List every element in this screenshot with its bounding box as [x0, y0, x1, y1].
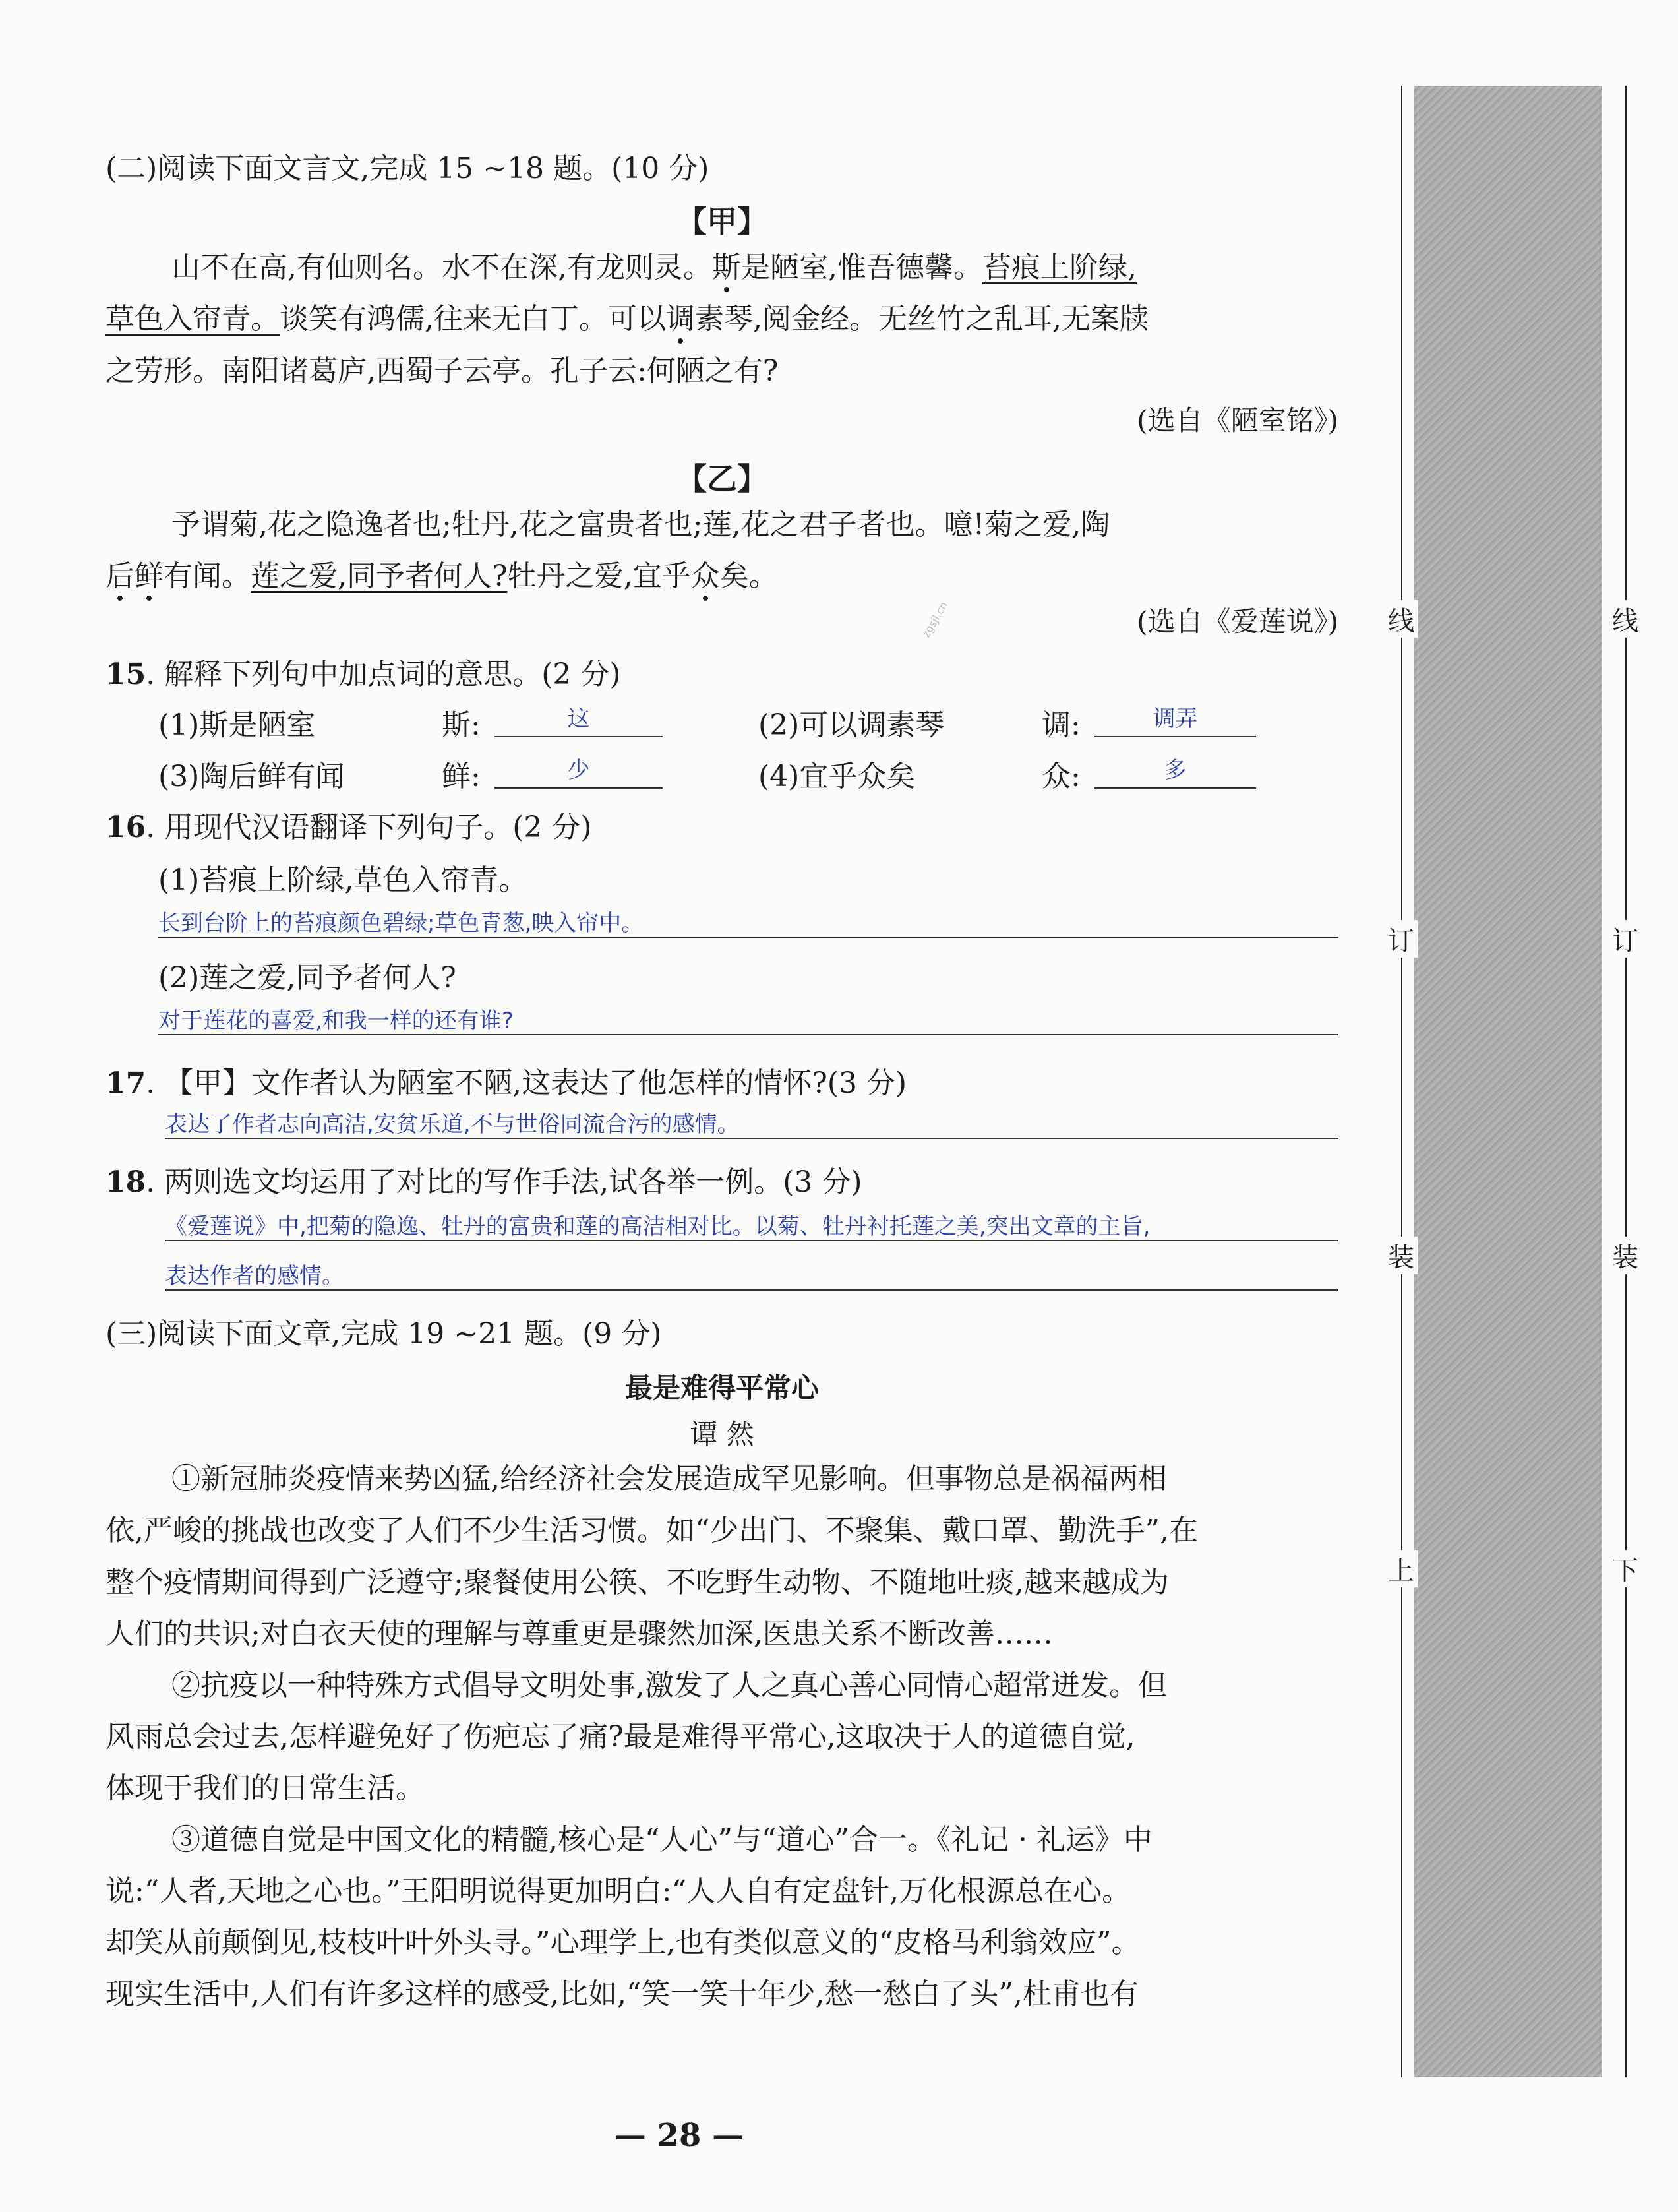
para1-line-4: 人们的共识;对白衣天使的理解与尊重更是骤然加深,医患关系不断改善……: [105, 1617, 1053, 1651]
binding-label-left-1: 线: [1385, 600, 1418, 638]
q16-answer-1: 长到台阶上的苔痕颜色碧绿;草色青葱,映入帘中。: [158, 904, 1338, 938]
para1-line-1: ①新冠肺炎疫情来势凶猛,给经济社会发展造成罕见影响。但事物总是祸福两相: [171, 1462, 1167, 1496]
yi-line-2: 后鲜有闻。莲之爱,同予者何人?牡丹之爱,宜乎众矣。: [105, 559, 778, 593]
q16-item-1: (1)苔痕上阶绿,草色入帘青。: [158, 863, 528, 897]
para3-line-1: ③道德自觉是中国文化的精髓,核心是“人心”与“道心”合一。《礼记 · 礼运》中: [171, 1823, 1153, 1857]
para1-line-3: 整个疫情期间得到广泛遵守;聚餐使用公筷、不吃野生动物、不随地吐痰,越来越成为: [105, 1566, 1169, 1599]
para3-line-4: 现实生活中,人们有许多这样的感受,比如,“笑一笑十年少,愁一愁白了头”,杜甫也有: [105, 1977, 1139, 2011]
binding-label-right-1: 线: [1609, 600, 1642, 638]
binding-label-right-3: 装: [1609, 1237, 1642, 1274]
q15-stem: 15. 解释下列句中加点词的意思。(2 分): [105, 658, 621, 691]
q15-item-2: (2)可以调素琴: [758, 708, 945, 742]
jia-line-1: 山不在高,有仙则名。水不在深,有龙则灵。斯是陋室,惟吾德馨。苔痕上阶绿,: [171, 251, 1137, 284]
para2-line-2: 风雨总会过去,怎样避免好了伤疤忘了痛?最是难得平常心,这取决于人的道德自觉,: [105, 1720, 1135, 1754]
jia-line-2: 草色入帘青。谈笑有鸿儒,往来无白丁。可以调素琴,阅金经。无丝竹之乱耳,无案牍: [105, 302, 1149, 336]
jia-title: 【甲】: [676, 204, 767, 239]
q15-item-1: (1)斯是陋室: [158, 708, 316, 742]
yi-source: (选自《爱莲说》): [1137, 605, 1338, 638]
binding-shade: [1414, 86, 1602, 2077]
q15-item-3: (3)陶后鲜有闻: [158, 760, 345, 793]
q15-word-4: 众:: [1042, 760, 1081, 793]
q17-answer: 表达了作者志向高洁,安贫乐道,不与世俗同流合污的感情。: [165, 1105, 1338, 1139]
binding-label-right-4: 下: [1609, 1550, 1642, 1587]
binding-line-right: [1625, 86, 1627, 2077]
q18-stem: 18. 两则选文均运用了对比的写作手法,试各举一例。(3 分): [105, 1165, 862, 1199]
para1-line-2: 依,严峻的挑战也改变了人们不少生活习惯。如“少出门、不聚集、戴口罩、勤洗手”,在: [105, 1514, 1198, 1547]
para3-line-2: 说:“人者,天地之心也。”王阳明说得更加明白:“人人自有定盘针,万化根源总在心。: [105, 1874, 1131, 1908]
article-author: 谭 然: [690, 1418, 754, 1450]
q16-stem: 16. 用现代汉语翻译下列句子。(2 分): [105, 811, 592, 844]
para2-line-3: 体现于我们的日常生活。: [105, 1771, 425, 1805]
binding-label-left-4: 上: [1385, 1550, 1418, 1587]
q15-word-1: 斯:: [442, 708, 481, 742]
q15-item-4: (4)宜乎众矣: [758, 760, 916, 793]
binding-label-left-3: 装: [1385, 1237, 1418, 1274]
q17-stem: 17. 【甲】文作者认为陋室不陋,这表达了他怎样的情怀?(3 分): [105, 1066, 907, 1100]
q15-answer-4: 多: [1094, 758, 1256, 789]
para2-line-1: ②抗疫以一种特殊方式倡导文明处事,激发了人之真心善心同情心超常迸发。但: [171, 1669, 1167, 1702]
q15-word-3: 鲜:: [442, 760, 481, 793]
section2-heading: (二)阅读下面文言文,完成 15 ~18 题。(10 分): [105, 152, 709, 185]
section3-heading: (三)阅读下面文章,完成 19 ~21 题。(9 分): [105, 1317, 662, 1351]
binding-label-right-2: 订: [1609, 920, 1642, 958]
q18-answer-line-2: 表达作者的感情。: [165, 1256, 1338, 1291]
q15-answer-1: 这: [494, 707, 663, 737]
jia-line-3: 之劳形。南阳诸葛庐,西蜀子云亭。孔子云:何陋之有?: [105, 354, 779, 388]
watermark: zgsjl.cn: [919, 599, 951, 640]
q15-word-2: 调:: [1042, 708, 1081, 742]
q18-answer-line-1: 《爱莲说》中,把菊的隐逸、牡丹的富贵和莲的高洁相对比。以菊、牡丹衬托莲之美,突出文章的主旨,: [165, 1207, 1338, 1241]
page-number: — 28 —: [614, 2117, 744, 2154]
q15-answer-3: 少: [494, 758, 663, 789]
q15-answer-2: 调弄: [1094, 707, 1256, 737]
q16-answer-2: 对于莲花的喜爱,和我一样的还有谁?: [158, 1001, 1338, 1035]
binding-strip: [1388, 86, 1638, 2077]
jia-source: (选自《陋室铭》): [1137, 404, 1338, 437]
binding-label-left-2: 订: [1385, 920, 1418, 958]
binding-line-left: [1401, 86, 1402, 2077]
yi-line-1: 予谓菊,花之隐逸者也;牡丹,花之富贵者也;莲,花之君子者也。噫!菊之爱,陶: [171, 508, 1110, 541]
para3-line-3: 却笑从前颠倒见,枝枝叶叶外头寻。”心理学上,也有类似意义的“皮格马利翁效应”。: [105, 1926, 1141, 1959]
article-title: 最是难得平常心: [624, 1372, 819, 1404]
q16-item-2: (2)莲之爱,同予者何人?: [158, 961, 456, 995]
yi-title: 【乙】: [676, 461, 767, 497]
